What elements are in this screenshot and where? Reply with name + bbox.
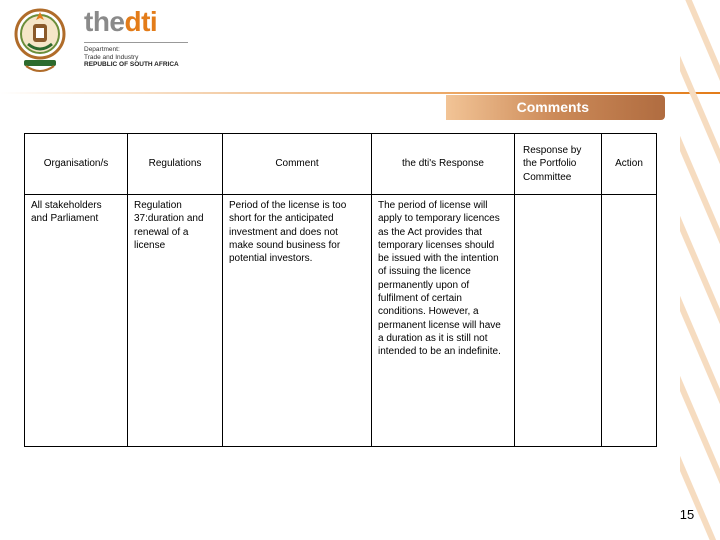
decorative-stripes (680, 0, 720, 540)
header-committee-response: Response by the Portfolio Committee (515, 134, 602, 195)
page-number: 15 (679, 507, 695, 522)
cell-organisation: All stakeholders and Parliament (25, 195, 128, 447)
dept-line-2: Trade and Industry (84, 53, 139, 61)
coat-of-arms-icon (14, 4, 66, 78)
header-regulations: Regulations (128, 134, 223, 195)
cell-comment: Period of the license is too short for the anticipated investment and does not make sound business for potential investors. (223, 195, 372, 447)
comments-table (24, 133, 657, 447)
header-organisation: Organisation/s (25, 134, 128, 195)
department-text (84, 46, 179, 69)
dept-line-1: Department: (84, 46, 120, 53)
section-title: Comments (446, 95, 665, 120)
table-row (25, 195, 657, 447)
header-action: Action (602, 134, 657, 195)
cell-regulation: Regulation 37:duration and renewal of a license (128, 195, 223, 447)
cell-response: The period of license will apply to temporary licences as the Act provides that temporary licenses should be issued with the intention of issuing the licence permanently upon of fulfilment of certain conditions. However, a permanent license will have a duration as it is still not intended to be an indefinite. (372, 195, 515, 447)
brand-wordmark (84, 6, 157, 38)
cell-action (602, 195, 657, 447)
brand-the: the (84, 6, 125, 37)
cell-committee-response (515, 195, 602, 447)
table-header-row (25, 134, 657, 195)
header-comment: Comment (223, 134, 372, 195)
brand-dti: dti (124, 6, 158, 37)
dti-logo (10, 2, 210, 82)
header-rule (0, 92, 720, 94)
brand-divider (84, 42, 188, 43)
dept-line-3: REPUBLIC OF SOUTH AFRICA (84, 61, 179, 68)
header-dti-response: the dti's Response (372, 134, 515, 195)
